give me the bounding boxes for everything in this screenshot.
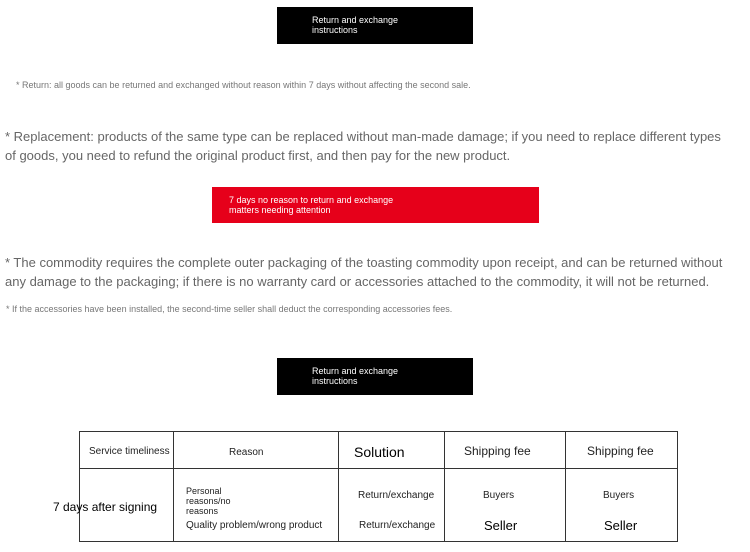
timeliness-cell xyxy=(53,469,174,542)
header-shipping-fee-1: Shipping fee xyxy=(445,432,566,469)
shipping-fee-2-row-2: Seller xyxy=(604,518,638,533)
table-header-row xyxy=(80,432,678,469)
bottom-banner xyxy=(277,358,473,395)
reason-cell xyxy=(174,469,339,542)
bottom-banner-title: Return and exchange instructions xyxy=(312,366,399,386)
replacement-note: * Replacement: products of the same type can be replaced without man-made damage; if you need to replace different types of goods, you need to refund the original product first, and then pay for the new product. xyxy=(5,129,721,163)
accessories-note: * If the accessories have been installed, the second-time seller shall deduct the corresponding accessories fees. xyxy=(6,304,453,314)
header-service-timeliness: Service timeliness xyxy=(80,432,174,469)
shipping-fee-1-cell xyxy=(445,469,566,542)
header-shipping-fee-2: Shipping fee xyxy=(566,432,678,469)
table-row xyxy=(80,469,678,542)
header-reason: Reason xyxy=(174,432,339,469)
top-banner xyxy=(277,7,473,44)
solution-row-1: Return/exchange xyxy=(358,490,435,501)
timeliness-value: 7 days after signing xyxy=(53,500,158,514)
attention-banner-title: 7 days no reason to return and exchange matters needing attention xyxy=(229,195,394,215)
top-banner-title: Return and exchange instructions xyxy=(312,15,399,35)
shipping-fee-2-row-1: Buyers xyxy=(603,490,635,501)
shipping-fee-2-cell xyxy=(566,469,678,542)
return-note: * Return: all goods can be returned and exchanged without reason within 7 days without affecting the second sale. xyxy=(16,80,471,90)
solution-row-2: Return/exchange xyxy=(359,520,436,531)
return-exchange-table xyxy=(53,431,678,542)
commodity-note: * The commodity requires the complete outer packaging of the toasting commodity upon receipt, and can be returned without any damage to the packaging; if there is no warranty card or accessories attached to the commodity, it will not be returned. xyxy=(5,255,723,289)
header-solution: Solution xyxy=(339,432,445,469)
reason-quality: Quality problem/wrong product xyxy=(186,520,323,531)
shipping-fee-1-row-2: Seller xyxy=(484,518,518,533)
reason-personal: Personal reasons/no reasons xyxy=(186,486,231,516)
shipping-fee-1-row-1: Buyers xyxy=(483,490,515,501)
attention-banner xyxy=(212,187,539,223)
solution-cell xyxy=(339,469,445,542)
